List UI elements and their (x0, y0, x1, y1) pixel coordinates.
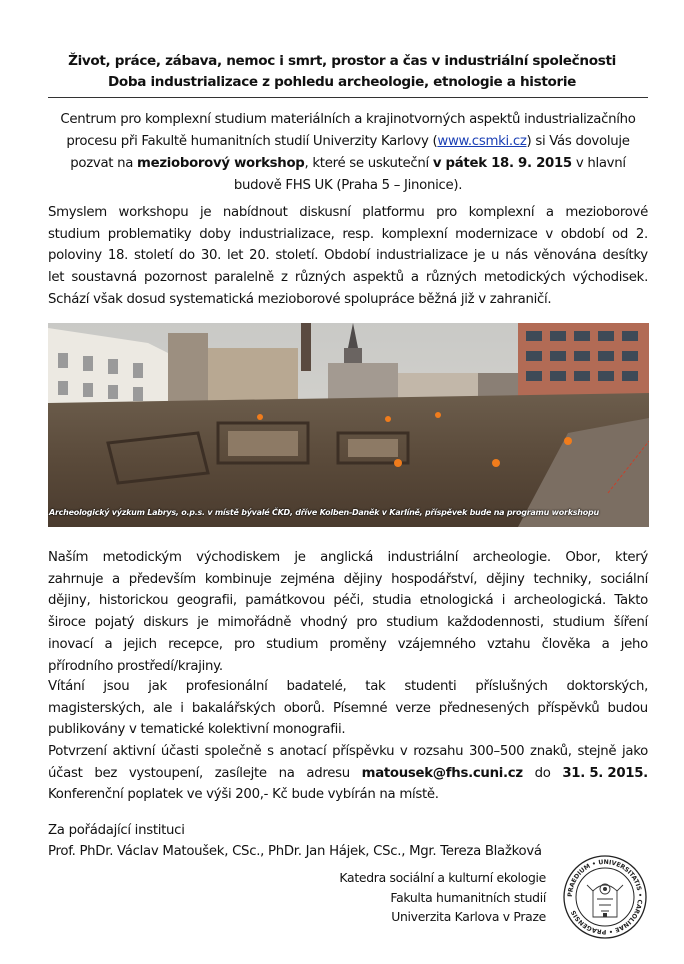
purpose-line: Smyslem workshopu je nabídnout diskusní platformu pro komplexní a mezioborové (48, 205, 648, 220)
para-line: účast bez vystoupení, zasílejte na adresu matousek@fhs.cuni.cz do 31. 5. 2015. (48, 763, 648, 785)
intro-text: v hlavní (571, 156, 626, 171)
methodology-line: dějiny, historickou geografii, památkovou péči, studia etnologická i archeologická. Takto (48, 593, 648, 609)
excavation-photo (48, 323, 649, 527)
department-block (320, 868, 546, 927)
paragraph-participants (48, 676, 648, 741)
paragraph-registration (48, 741, 648, 806)
seal-text: PRAEDIUM • UNIVERSITATIS • CAROLINAE • PRAGENSIS (566, 858, 644, 936)
title-line-2: Doba industrializace z pohledu archeologie, etnologie a historie (107, 74, 577, 90)
workshop-label: mezioborový workshop (137, 156, 305, 171)
intro-line: Centrum pro komplexní studium materiálních a krajinotvorných aspektů industrializačního (60, 112, 636, 127)
intro-line (48, 153, 648, 175)
svg-text:PRAEDIUM • UNIVERSITATIS • CAR (567, 859, 643, 935)
purpose-line: Schází však dosud systematická mezioborové spolupráce běžná již v zahraničí. (48, 291, 552, 307)
university-seal-logo (563, 855, 647, 939)
purpose-line: studium problematiky doby industrializace, resp. komplexní modernizace v období od 2. (48, 226, 648, 242)
methodology-line: Naším metodickým východiskem je anglická industriální archeologie. Obor, který (48, 550, 648, 565)
intro-line: budově FHS UK (Praha 5 – Jinonice). (233, 178, 463, 193)
intro-text: , které se uskuteční (304, 156, 433, 171)
para-line: Potvrzení aktivní účasti společně s anotací příspěvku v rozsahu 300–500 znaků, stejně jako (48, 744, 648, 759)
title-divider (48, 97, 648, 98)
methodology-line: zahrnuje a především kombinuje zejména dějiny hospodářství, dějiny techniky, sociální (48, 571, 648, 587)
signature-heading: Za pořádající instituci (48, 823, 185, 838)
purpose-line: poloviny 18. století do 30. let 20. století. Období industrializace je u nás věnována desítky (48, 248, 648, 264)
excavation-photo-image (48, 323, 649, 527)
department-name: Katedra sociální a kulturní ekologie (339, 870, 546, 885)
intro-line (48, 131, 648, 153)
event-date: v pátek 18. 9. 2015 (432, 156, 572, 171)
photo-caption: Archeologický výzkum Labrys, o.p.s. v místě bývalé ČKD, dříve Kolben-Daněk v Karlíně, příspěvek bude na programu workshopu (49, 508, 599, 517)
methodology-line: přírodního prostředí/krajiny. (48, 658, 223, 674)
intro-text: ) si Vás dovoluje (526, 134, 630, 149)
intro-paragraph (48, 109, 648, 197)
signature-names: Prof. PhDr. Václav Matoušek, CSc., PhDr. Jan Hájek, CSc., Mgr. Tereza Blažková (48, 844, 542, 859)
methodology-line: inovací a jejich recepce, pro studium proměny vzájemného vztahu člověka a jeho (48, 636, 648, 652)
intro-text: pozvat na (70, 156, 138, 171)
methodology-line: široce pojatý diskurs je mimořádně vhodný pro studium každodennosti, studium šíření (48, 615, 648, 631)
deadline-date: 31. 5. 2015. (562, 765, 648, 781)
participants-line: publikovány v tematické kolektivní monografii. (48, 722, 346, 738)
participants-line: magisterských, ale i bakalářských oborů. Písemné verze přednesených příspěvků budou (48, 700, 648, 716)
title-block (40, 51, 644, 93)
paragraph-purpose (48, 202, 648, 311)
website-link[interactable]: www.csmki.cz (437, 134, 527, 149)
title-line-1: Život, práce, zábava, nemoc i smrt, prostor a čas v industriální společnosti (68, 53, 616, 69)
paragraph-methodology (48, 547, 648, 677)
intro-text: procesu při Fakultě humanitních studií Univerzity Karlovy ( (66, 134, 438, 149)
university-name: Univerzita Karlova v Praze (391, 909, 546, 924)
faculty-name: Fakulta humanitních studií (390, 889, 546, 905)
contact-email: matousek@fhs.cuni.cz (361, 765, 523, 781)
para-line: Konferenční poplatek ve výši 200,- Kč bude vybírán na místě. (48, 787, 439, 803)
purpose-line: let soustavná pozornost paralelně z různých aspektů a různých metodických východisek. (48, 270, 648, 286)
participants-line: Vítání jsou jak profesionální badatelé, tak studenti příslušných doktorských, (48, 679, 648, 694)
signature-block (48, 820, 542, 862)
